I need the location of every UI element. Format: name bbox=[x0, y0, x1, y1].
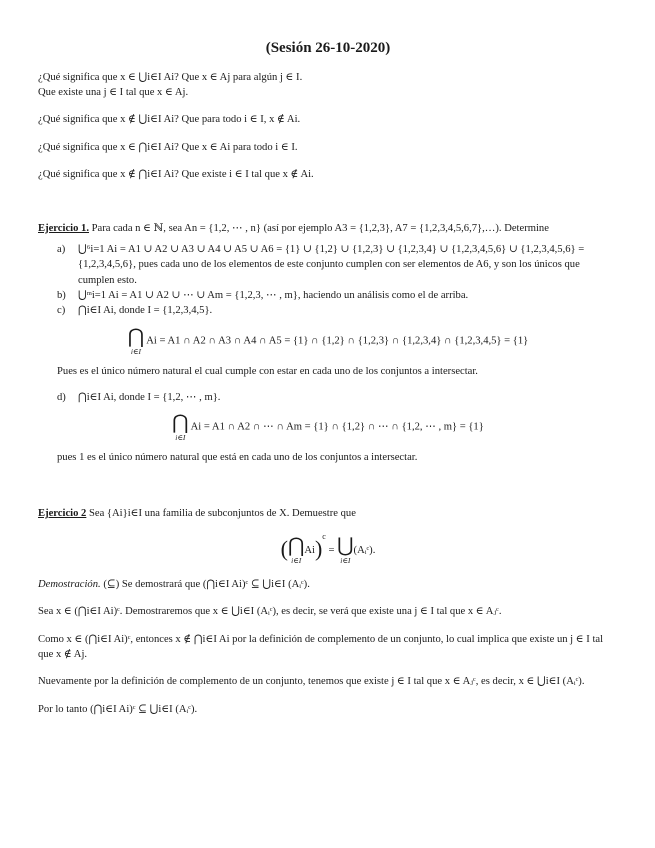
display-complement-exponent: c bbox=[322, 532, 326, 542]
exercise-2-display-equation bbox=[38, 531, 618, 565]
exercise-1-items-continued bbox=[38, 390, 618, 405]
item-d bbox=[57, 390, 618, 405]
item-d-display-subscript: i∈I bbox=[175, 432, 186, 442]
left-paren: ( bbox=[280, 536, 288, 562]
answer-union-member: Que existe una j ∈ I tal que x ∈ Aj. bbox=[38, 87, 189, 99]
item-c-display-equation bbox=[38, 327, 618, 356]
exercise-2 bbox=[38, 506, 618, 717]
display-lhs: Ai bbox=[304, 545, 315, 557]
item-b-text: ⋃ᵐi=1 Ai = A1 ∪ A2 ∪ ⋯ ∪ Am = {1,2,3, ⋯ , m}, haciendo un análisis como el de arriba. bbox=[78, 289, 469, 301]
item-d-label: d) bbox=[57, 391, 66, 403]
equals-sign: = bbox=[328, 545, 335, 557]
exercise-1-items bbox=[38, 242, 618, 319]
exercise-2-heading: Ejercicio 2 bbox=[38, 507, 87, 519]
right-paren: ) bbox=[314, 536, 323, 562]
item-c bbox=[57, 303, 618, 318]
item-c-explanation: Pues es el único número natural el cual cumple con estar en cada uno de los conjuntos a intersectar. bbox=[57, 366, 478, 378]
proof-intro-text: (⊆) Se demostrará que (⋂i∈I Ai)ᶜ ⊆ ⋃i∈I (Aᵢᶜ). bbox=[100, 579, 310, 591]
display-intersection-subscript: i∈I bbox=[291, 556, 302, 566]
item-a bbox=[57, 242, 618, 288]
exercise-2-intro: Sea {Ai}i∈I una familia de subconjuntos de X. Demuestre que bbox=[86, 507, 356, 519]
proof-intro bbox=[38, 577, 618, 592]
item-d-display-equation bbox=[38, 413, 618, 442]
item-b-label: b) bbox=[57, 289, 66, 301]
item-d-text: ⋂i∈I Ai, donde I = {1,2, ⋯ , m}. bbox=[78, 391, 221, 403]
exercise-1-heading: Ejercicio 1. bbox=[38, 222, 89, 234]
item-c-text: ⋂i∈I Ai, donde I = {1,2,3,4,5}. bbox=[78, 305, 213, 317]
document-page bbox=[38, 38, 618, 729]
item-d-explanation: pues 1 es el único número natural que está en cada uno de los conjuntos a intersectar. bbox=[57, 452, 418, 464]
big-intersection-symbol: ⋂ bbox=[172, 411, 189, 434]
display-rhs: (Aᵢᶜ). bbox=[353, 545, 376, 557]
exercise-1-intro: Para cada n ∈ ℕ, sea An = {1,2, ⋯ , n} (así por ejemplo A3 = {1,2,3}, A7 = {1,2,3,4,5,6,7},…). Determine bbox=[89, 222, 549, 234]
exercise-1-statement bbox=[38, 221, 618, 236]
question-intersection-member: ¿Qué significa que x ∈ ⋂i∈I Ai? Que x ∈ Ai para todo i ∈ I. bbox=[38, 141, 298, 153]
proof-paragraph-3: Nuevamente por la definición de complemento de un conjunto, tenemos que existe j ∈ I tal que x ∈ Aⱼᶜ, es decir, x ∈ ⋃i∈I (Aᵢᶜ). bbox=[38, 676, 585, 688]
proof-label: Demostración. bbox=[38, 579, 101, 591]
exercise-2-statement bbox=[38, 506, 618, 521]
proof-conclusion: Por lo tanto (⋂i∈I Ai)ᶜ ⊆ ⋃i∈I (Aᵢᶜ). bbox=[38, 703, 198, 715]
item-a-label: a) bbox=[57, 243, 66, 255]
big-intersection-symbol: ⋂ bbox=[127, 325, 145, 348]
display-union-subscript: i∈I bbox=[340, 556, 351, 566]
proof-paragraph-2: Como x ∈ (⋂i∈I Ai)ᶜ, entonces x ∉ ⋂i∈I Ai por la definición de complemento de un conjunto, lo cual implica que existe un j ∈ I tal que x ∉ Aj. bbox=[38, 633, 604, 661]
item-d-display-text: Ai = A1 ∩ A2 ∩ ⋯ ∩ Am = {1} ∩ {1,2} ∩ ⋯ ∩ {1,2, ⋯ , m} = {1} bbox=[190, 421, 484, 433]
big-union-symbol: ⋃ bbox=[337, 535, 354, 558]
item-b bbox=[57, 288, 618, 303]
item-c-display-subscript: i∈I bbox=[130, 346, 141, 356]
big-intersection-symbol: ⋂ bbox=[287, 535, 305, 558]
question-union-member: ¿Qué significa que x ∈ ⋃i∈I Ai? Que x ∈ Aj para algún j ∈ I. bbox=[38, 71, 303, 83]
exercise-1 bbox=[38, 221, 618, 466]
item-c-label: c) bbox=[57, 305, 66, 317]
proof-paragraph-1: Sea x ∈ (⋂i∈I Ai)ᶜ. Demostraremos que x ∈ ⋃i∈I (Aᵢᶜ), es decir, se verá que existe una j ∈ I tal que x ∈ Aⱼᶜ. bbox=[38, 606, 502, 618]
item-a-text: ⋃⁶i=1 Ai = A1 ∪ A2 ∪ A3 ∪ A4 ∪ A5 ∪ A6 = {1} ∪ {1,2} ∪ {1,2,3} ∪ {1,2,3,4} ∪ {1,2,3,4,5,6} ∪ {1,2,3,4,5,6} = {1,2,3,4,5,6}, pues cada uno de los elementos de este conjunto cumplen con ser elementos de A6, y son los únicos que cumplen esto. bbox=[78, 243, 585, 286]
item-c-display-text: Ai = A1 ∩ A2 ∩ A3 ∩ A4 ∩ A5 = {1} ∩ {1,2} ∩ {1,2,3} ∩ {1,2,3,4} ∩ {1,2,3,4,5} = {1} bbox=[146, 335, 529, 347]
question-intersection-nonmember: ¿Qué significa que x ∉ ⋂i∈I Ai? Que existe i ∈ I tal que x ∉ Ai. bbox=[38, 169, 314, 181]
page-title: (Sesión 26-10-2020) bbox=[265, 40, 391, 56]
question-union-nonmember: ¿Qué significa que x ∉ ⋃i∈I Ai? Que para todo i ∈ I, x ∉ Ai. bbox=[38, 114, 301, 126]
